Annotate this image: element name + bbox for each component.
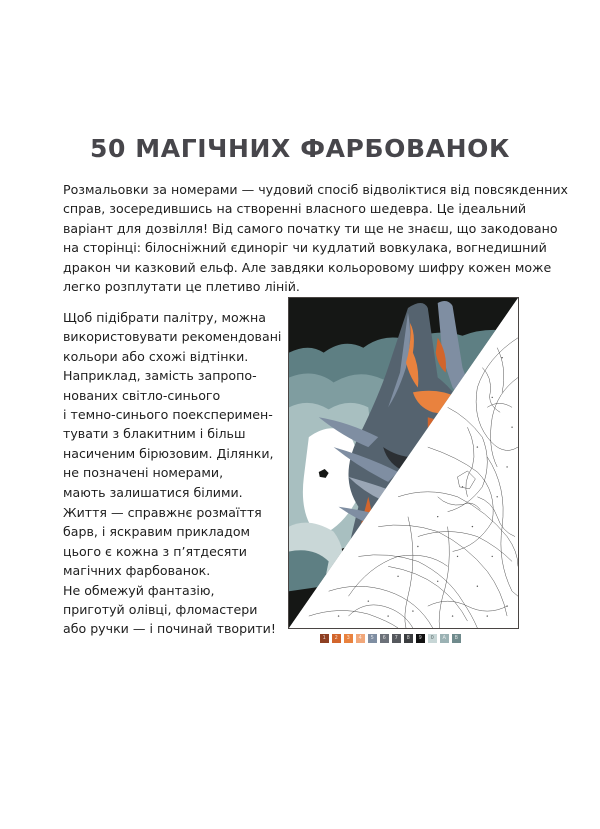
text-line: магічних фарбованок.	[63, 563, 211, 579]
swatch-6	[380, 634, 389, 643]
text-line: Розмальовки за номерами — чудовий спосіб відволіктися від повсякденних	[63, 182, 568, 197]
swatch-label: B	[454, 635, 458, 642]
swatch-label: 9	[418, 635, 422, 642]
swatch-a	[440, 634, 449, 643]
text-line: і темно-синього поексперимен-	[63, 407, 273, 423]
swatch-label: 1	[322, 635, 326, 642]
swatch-label: 7	[394, 635, 398, 642]
swatch-0	[428, 634, 437, 643]
text-line: Не обмежуй фантазію,	[63, 582, 215, 598]
text-line: барв, і яскравим прикладом	[63, 524, 251, 540]
swatch-4	[356, 634, 365, 643]
text-line: дракон чи казковий ельф. Але завдяки кольоровому шифру кожен може	[63, 259, 552, 275]
text-line: Щоб підібрати палітру, можна	[63, 310, 266, 325]
intro-paragraph	[63, 180, 568, 296]
closing-paragraph	[63, 503, 293, 639]
swatch-5	[368, 634, 377, 643]
text-line: Життя — справжнє розмаїття	[63, 505, 262, 520]
swatch-7	[392, 634, 401, 643]
text-line: тувати з блакитним і більш	[63, 426, 246, 442]
swatch-label: 5	[370, 635, 374, 642]
swatch-label: A	[442, 635, 446, 642]
page-title: 50 МАГІЧНИХ ФАРБОВАНОК	[90, 134, 510, 163]
swatch-2	[332, 634, 341, 643]
text-line: легко розплутати це плетиво ліній.	[63, 279, 300, 295]
swatch-8	[404, 634, 413, 643]
text-line: нованих світло-синього	[63, 387, 221, 403]
swatch-9	[416, 634, 425, 643]
text-line: не позначені номерами,	[63, 465, 224, 481]
swatch-b	[452, 634, 461, 643]
swatch-3	[344, 634, 353, 643]
palette-tip-paragraph	[63, 308, 293, 502]
swatch-label: 2	[334, 635, 338, 642]
text-line: мають залишатися білими.	[63, 484, 243, 500]
text-line: цього є кожна з п’ятдесяти	[63, 543, 247, 559]
swatch-label: 3	[346, 635, 350, 642]
color-palette-legend	[320, 634, 461, 643]
text-line: Наприклад, замість запропо-	[63, 368, 257, 384]
swatch-label: 8	[406, 635, 410, 642]
text-line: кольори або схожі відтінки.	[63, 348, 249, 364]
text-line: насиченим бірюзовим. Ділянки,	[63, 445, 274, 461]
swatch-label: 4	[358, 635, 362, 642]
swatch-1	[320, 634, 329, 643]
dragon-art-image	[289, 298, 518, 628]
text-line: використовувати рекомендовані	[63, 329, 282, 345]
text-line: справ, зосередившись на створенні власного шедевра. Це ідеальний	[63, 201, 527, 217]
swatch-label: 0	[430, 635, 434, 642]
text-line: приготуй олівці, фломастери	[63, 602, 258, 618]
text-line: або ручки — і починай творити!	[63, 621, 276, 637]
text-line: на сторінці: білосніжний єдиноріг чи кудлатий вовкулака, вогнедишний	[63, 240, 547, 256]
swatch-label: 6	[382, 635, 386, 642]
dragon-illustration	[288, 297, 519, 629]
text-line: варіант для дозвілля! Від самого початку ти ще не знаєш, що закодовано	[63, 220, 558, 236]
